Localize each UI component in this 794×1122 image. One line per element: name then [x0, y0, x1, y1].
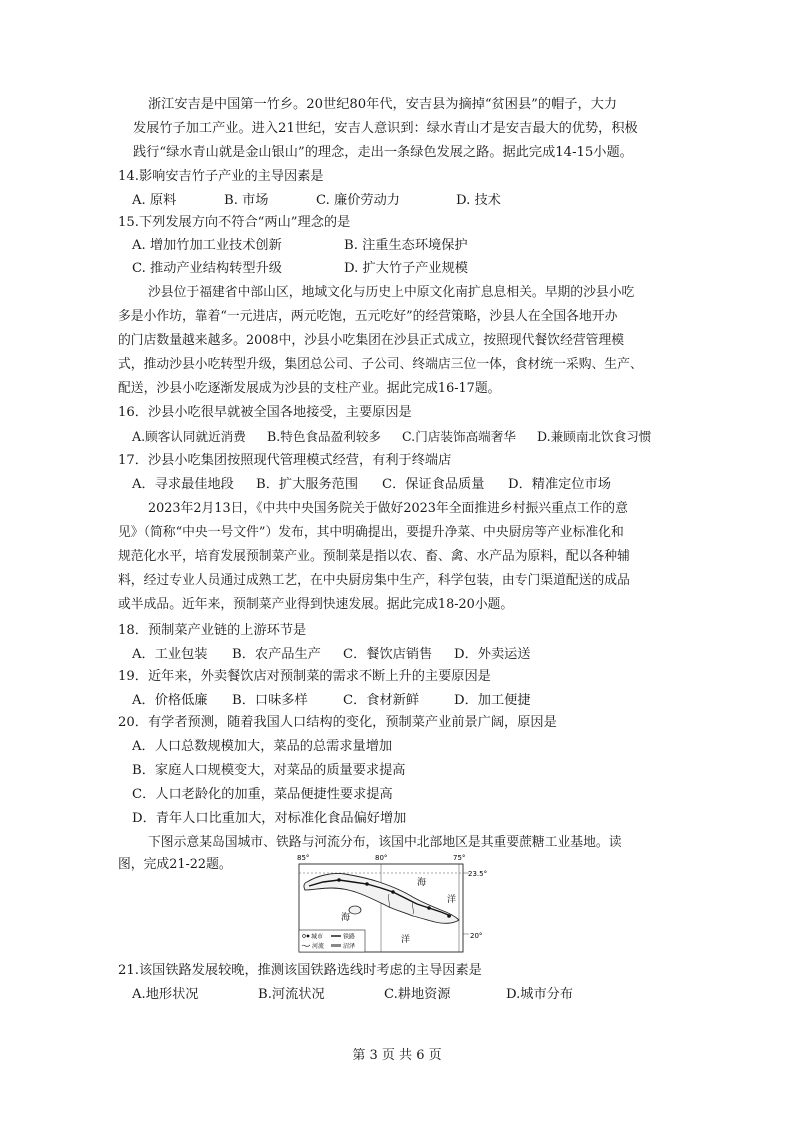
- q18-option-c: C．餐饮店销售: [343, 647, 433, 662]
- sea-label-ocean-right: 洋: [447, 895, 457, 905]
- passage2-line-5: 配送，沙县小吃逐渐发展成为沙县的支柱产业。据此完成16-17题。: [118, 381, 501, 396]
- passage1-line-3: 践行“绿水青山就是金山银山”的理念，走出一条绿色发展之路。据此完成14-15小题。: [133, 145, 633, 160]
- passage1-line-2: 发展竹子加工产业。进入21世纪，安吉人意识到：绿水青山才是安吉最大的优势，积极: [133, 121, 638, 136]
- q14-option-b: B. 市场: [224, 193, 269, 208]
- legend-railway-label: 铁路: [343, 933, 356, 941]
- q17-option-b: B．扩大服务范围: [256, 477, 359, 492]
- q16-option-b: B.特色食品盈利较多: [267, 429, 382, 444]
- passage3-line-2: 见》（简称“中央一号文件”）发布，其中明确提出，要提升净菜、中央厨房等产业标准化和: [118, 525, 624, 540]
- lon-label-85: 85°: [297, 854, 310, 862]
- q19-option-a: A．价格低廉: [132, 693, 208, 708]
- q18-option-a: A．工业包装: [132, 647, 208, 662]
- passage1-line-1: 浙江安吉是中国第一竹乡。20世纪80年代，安吉县为摘掉“贫困县”的帽子，大力: [148, 97, 618, 112]
- q20-option-c: C．人口老龄化的加重，菜品便捷性要求提高: [132, 787, 393, 802]
- q19-stem: 19．近年来，外卖餐饮店对预制菜的需求不断上升的主要原因是: [118, 669, 491, 684]
- q15-option-a: A. 增加竹加工业技术创新: [132, 238, 282, 253]
- passage3-line-4: 料，经过专业人员通过成熟工艺，在中央厨房集中生产，科学包装，由专门渠道配送的成品: [118, 573, 630, 588]
- city-dot: [447, 914, 451, 918]
- q17-option-d: D．精准定位市场: [508, 477, 611, 492]
- q20-option-a: A．人口总数规模加大，菜品的总需求量增加: [132, 739, 393, 754]
- small-island: [349, 906, 361, 914]
- passage2-line-1: 沙县位于福建省中部山区，地域文化与历史上中原文化南扩息息相关。早期的沙县小吃: [148, 285, 635, 300]
- city-dot: [365, 882, 369, 886]
- q18-option-b: B．农产品生产: [232, 647, 321, 662]
- legend-city-icon-filled: [307, 935, 310, 938]
- q21-option-d: D.城市分布: [506, 987, 574, 1002]
- lat-label-20: 20°: [470, 932, 483, 940]
- sea-label-ocean-bottom: 洋: [401, 935, 411, 945]
- q21-option-a: A.地形状况: [132, 987, 199, 1002]
- passage3-line-1: 2023年2月13日，《中共中央国务院关于做好2023年全面推进乡村振兴重点工作的意: [148, 501, 628, 516]
- city-dot: [337, 878, 341, 882]
- q15-stem: 15.下列发展方向不符合“两山”理念的是: [118, 215, 351, 230]
- q20-stem: 20．有学者预测，随着我国人口结构的变化，预制菜产业前景广阔，原因是: [118, 715, 557, 730]
- q14-stem: 14.影响安吉竹子产业的主导因素是: [118, 169, 324, 184]
- q17-option-a: A．寻求最佳地段: [132, 477, 234, 492]
- q14-option-d: D. 技术: [456, 193, 501, 208]
- passage2-line-4: 式，推动沙县小吃转型升级，集团总公司、子公司、终端店三位一体，食材统一采购、生产、: [118, 357, 643, 372]
- q15-option-c: C. 推动产业结构转型升级: [132, 261, 282, 276]
- q15-option-d: D. 扩大竹子产业规模: [344, 261, 468, 276]
- city-dot: [427, 906, 431, 910]
- q20-option-b: B．家庭人口规模变大，对菜品的质量要求提高: [132, 763, 406, 778]
- page-footer: 第 3 页 共 6 页: [352, 1048, 442, 1063]
- map-legend: [299, 930, 365, 952]
- q19-option-c: C．食材新鲜: [343, 693, 420, 708]
- lat-label-23-5: 23.5°: [468, 870, 488, 878]
- q18-stem: 18．预制菜产业链的上游环节是: [118, 623, 307, 638]
- passage4-line-2: 图，完成21-22题。: [118, 857, 232, 872]
- q14-option-a: A. 原料: [132, 193, 177, 208]
- sea-label-sea: 海: [341, 913, 351, 923]
- q19-option-b: B．口味多样: [232, 693, 308, 708]
- legend-swamp-label: 沼泽: [343, 943, 356, 950]
- lon-label-80: 80°: [375, 854, 388, 862]
- q21-stem: 21.该国铁路发展较晚，推测该国铁路选线时考虑的主导因素是: [118, 963, 482, 978]
- q16-stem: 16．沙县小吃很早就被全国各地接受，主要原因是: [118, 405, 412, 420]
- passage3-line-3: 规范化水平，培育发展预制菜产业。预制菜是指以农、畜、禽、水产品为原料，配以各种辅: [118, 549, 630, 564]
- lon-label-75: 75°: [453, 854, 466, 862]
- island-map-figure: [293, 852, 491, 956]
- q17-stem: 17．沙县小吃集团按照现代管理模式经营，有利于终端店: [118, 453, 452, 468]
- q18-option-d: D．外卖运送: [454, 647, 531, 662]
- q17-option-c: C．保证食品质量: [382, 477, 485, 492]
- q21-option-c: C.耕地资源: [384, 987, 451, 1002]
- q16-option-a: A.顾客认同就近消费: [132, 429, 246, 444]
- passage3-line-5: 或半成品。近年来，预制菜产业得到快速发展。据此完成18-20小题。: [118, 597, 514, 612]
- q15-option-b: B. 注重生态环境保护: [344, 238, 468, 253]
- city-dot: [391, 890, 395, 894]
- q19-option-d: D．加工便捷: [454, 693, 531, 708]
- passage4-line-1: 下图示意某岛国城市、铁路与河流分布，该国中北部地区是其重要蔗糖工业基地。读: [148, 835, 622, 850]
- q20-option-d: D．青年人口比重加大，对标准化食品偏好增加: [132, 811, 407, 826]
- q16-option-d: D.兼顾南北饮食习惯: [537, 429, 652, 444]
- q14-option-c: C. 廉价劳动力: [316, 193, 400, 208]
- q21-option-b: B.河流状况: [258, 987, 325, 1002]
- sea-label-ocean-top: 海: [417, 878, 427, 888]
- legend-swamp-icon: [331, 944, 341, 947]
- legend-city-label: 城市: [311, 933, 324, 941]
- q16-option-c: C.门店装饰高端奢华: [402, 429, 516, 444]
- legend-river-label: 河流: [312, 943, 325, 950]
- passage2-line-3: 的门店数量越来越多。2008中，沙县小吃集团在沙县正式成立，按照现代餐饮经营管理模: [118, 333, 625, 348]
- passage2-line-2: 多是小作坊，靠着“一元进店，两元吃饱，五元吃好”的经营策略，沙县人在全国各地开办: [118, 309, 618, 324]
